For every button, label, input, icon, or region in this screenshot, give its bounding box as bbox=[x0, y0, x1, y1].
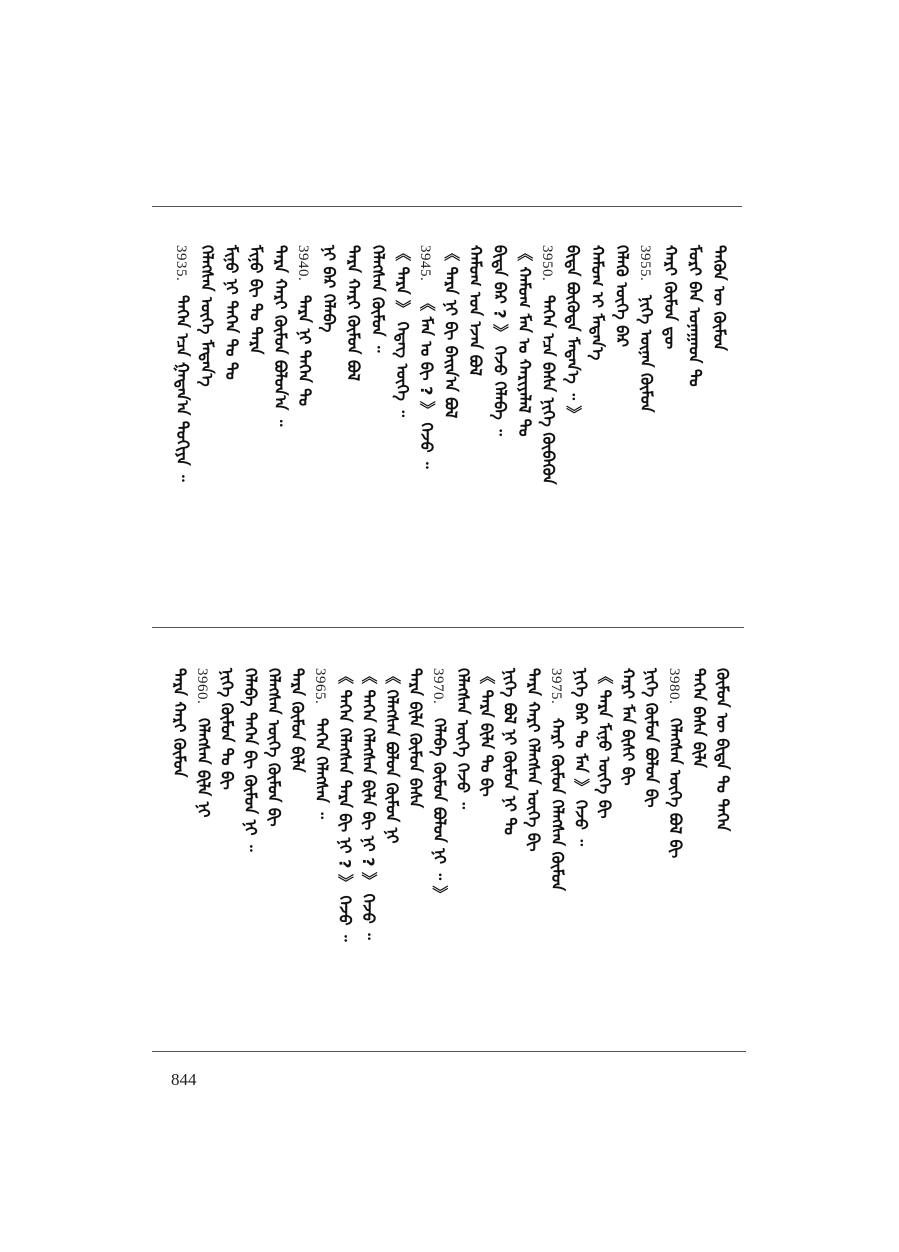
upper-line bbox=[195, 245, 217, 585]
verse-text: ᠲᠡᠭᠡᠨ ᠡᠴᠡ ᠭᠠᠳᠠᠨ᠎ᠠ ᠲᠣᠬᠢᠶᠠ ᠃ bbox=[173, 295, 193, 482]
lower-line bbox=[262, 668, 284, 1008]
lower-line bbox=[191, 668, 213, 1008]
verse-text: ᠲᠡᠭᠡᠨ ᠬᠡᠯᠡᠭᠰᠡᠨ ᠃ bbox=[311, 718, 331, 819]
verse-text: ᠨᠢ ᠪᠠᠷ ᠬᠡᠯᠡᠪᠡ bbox=[319, 245, 339, 333]
verse-text: ᠮᠢᠨᠤ ᠨᠢ ᠲᠡᠭᠡᠨ ᠲᠤ ᠲᠤ bbox=[222, 245, 241, 380]
verse-text: ᠨᠢᠭᠡ ᠪᠠᠷ ᠲᠤ ᠮᠠᠨ 》 ᠭᠡᠵᠦ ᠃ bbox=[571, 668, 591, 847]
verse-text: ᠲᠡᠷᠡ ᠨᠢ ᠲᠡᠭᠡᠨ ᠲᠤ bbox=[295, 295, 315, 406]
verse-text: ᠬᠡᠯᠡᠭᠰᠡᠨ ᠦᠭᠡ ᠬᠦᠮᠦᠨ ᠪᠢ bbox=[264, 668, 284, 827]
upper-line bbox=[439, 245, 461, 585]
verse-text: ᠬᠡᠯᠡᠭᠰᠡᠨ ᠪᠢᠯᠡ ᠨᠢ bbox=[193, 718, 213, 818]
lower-line bbox=[403, 668, 425, 1008]
middle-rule bbox=[152, 627, 744, 628]
upper-line bbox=[463, 245, 485, 585]
verse-number: 3935. bbox=[173, 245, 190, 282]
lower-line bbox=[710, 668, 732, 1008]
top-rule bbox=[152, 206, 742, 207]
lower-line bbox=[167, 668, 189, 1008]
lower-line bbox=[474, 668, 496, 1008]
verse-text: ᠮᠢᠨᠤ ᠪᠢ ᠲᠤ ᠲᠡᠷᠡ bbox=[246, 245, 266, 355]
verse-text: ᠲᠡᠭᠡᠨ ᠪᠠᠰᠠ ᠪᠢᠯᠡ bbox=[689, 668, 709, 768]
upper-line bbox=[634, 245, 656, 585]
upper-line bbox=[585, 245, 607, 585]
lower-line bbox=[592, 668, 614, 1008]
lower-line bbox=[309, 668, 331, 1008]
upper-line bbox=[341, 245, 363, 585]
verse-text: ᠬᠡᠯᠡᠭᠰᠡᠨ ᠦᠭᠡ ᠪᠣᠯ ᠪᠢ bbox=[665, 718, 685, 859]
upper-line bbox=[707, 245, 729, 585]
upper-line bbox=[561, 245, 583, 585]
lower-line bbox=[380, 668, 402, 1008]
lower-line bbox=[639, 668, 661, 1008]
lower-line bbox=[214, 668, 236, 1008]
upper-line bbox=[609, 245, 631, 585]
verse-text: ᠲᠡᠷᠡ ᠬᠠᠷᠢ ᠬᠡᠯᠡᠭᠰᠡᠨ ᠦᠭᠡ ᠪᠢ bbox=[524, 668, 544, 852]
verse-text: ᠲᠡᠭᠡᠨ ᠡᠴᠡ ᠪᠠᠰᠠ ᠨᠢᠭᠡ ᠬᠥᠪᠡᠭᠦᠨ bbox=[539, 295, 559, 485]
bottom-rule bbox=[152, 1051, 746, 1052]
verse-text: ᠬᠠᠷᠢ ᠮᠠᠨ ᠪᠢᠰᠢ ᠪᠢ bbox=[618, 668, 638, 786]
lower-line bbox=[568, 668, 590, 1008]
verse-text: ᠨᠢᠭᠡ ᠪᠣᠯ ᠨᠢ ᠬᠦᠮᠦᠨ ᠨᠢ ᠲᠤ bbox=[500, 668, 520, 836]
lower-line bbox=[450, 668, 472, 1008]
upper-line bbox=[512, 245, 534, 585]
lower-line bbox=[521, 668, 543, 1008]
page-number: 844 bbox=[171, 1070, 197, 1089]
verse-text: 《 ᠬᠠᠮᠤᠭ ᠮᠠᠨ ᠤ ᠬᠠᠷᠢᠶᠠᠯᠠᠯ ᠲᠤ bbox=[514, 245, 534, 437]
upper-line bbox=[414, 245, 436, 585]
upper-line bbox=[487, 245, 509, 585]
lower-line bbox=[663, 668, 685, 1008]
upper-line bbox=[365, 245, 387, 585]
verse-text: ᠬᠡᠯᠡᠭᠰᠡᠨ ᠦᠭᠡ ᠭᠡᠵᠦ ᠃ bbox=[453, 668, 473, 810]
verse-text: ᠬᠡᠯᠡᠬᠦ ᠦᠭᠡ ᠪᠠᠷ bbox=[612, 245, 632, 348]
verse-text: 《 ᠲᠡᠷᠡ 》 ᠭᠡᠳᠡᠭ ᠦᠭᠡ ᠃ bbox=[392, 245, 412, 418]
verse-text: ᠲᠡᠭᠦᠨ ᠦ ᠬᠦᠮᠦᠨ bbox=[710, 245, 729, 351]
verse-text: ᠬᠠᠮᠤᠭ ᠢ ᠮᠡᠳᠡᠨ᠎ᠡ bbox=[588, 245, 607, 361]
verse-text: 《 ᠲᠡᠷᠡ ᠨᠢ ᠪᠢ ᠪᠠᠢ᠌ᠨ᠎ᠠ ᠪᠣᠯ bbox=[441, 245, 461, 419]
upper-line bbox=[683, 245, 705, 585]
verse-number: 3980. bbox=[665, 668, 682, 705]
lower-line bbox=[616, 668, 638, 1008]
verse-text: ᠪᠢᠳᠡ ᠪᠦᠭᠦᠳᠡ ᠮᠡᠳᠡᠨ᠎ᠡ ᠃ 》 bbox=[563, 245, 583, 422]
verse-text: 《 ᠲᠡᠭᠡᠨ ᠬᠡᠯᠡᠭᠰᠡᠨ ᠪᠢᠯᠡ ᠪᠢ ᠨᠢ ? 》 ᠭᠡᠵᠦ ᠃ bbox=[359, 668, 378, 940]
verse-text: ᠲᠡᠷᠡ ᠪᠢᠯᠡ ᠬᠦᠮᠦᠨ ᠪᠠᠰᠠ bbox=[406, 668, 426, 808]
upper-line bbox=[658, 245, 680, 585]
verse-text: 《 ᠬᠡᠯᠡᠭᠰᠡᠨ ᠪᠣᠯᠤᠨ ᠬᠦᠮᠦᠨ ᠨᠢ bbox=[382, 668, 402, 844]
upper-line bbox=[292, 245, 314, 585]
verse-text: ᠬᠠᠷᠢ ᠬᠦᠮᠦᠨ ᠬᠡᠯᠡᠭᠰᠡᠨ ᠬᠦᠮᠦᠨ bbox=[547, 718, 567, 891]
verse-number: 3960. bbox=[193, 668, 210, 705]
lower-line bbox=[332, 668, 354, 1008]
upper-line bbox=[170, 245, 192, 585]
verse-text: ᠬᠠᠷᠢ ᠬᠦᠮᠦᠨ ᠳᠦ bbox=[661, 245, 681, 350]
lower-line bbox=[545, 668, 567, 1008]
verse-text: ᠪᠢᠳᠡ ᠪᠠᠷ ? 》 ᠭᠡᠵᠦ ᠬᠡᠯᠡᠪᠡ ᠃ bbox=[490, 245, 510, 436]
verse-number: 3955. bbox=[636, 245, 653, 282]
verse-text: ᠲᠡᠷᠡ ᠬᠦᠮᠦᠨ ᠪᠢᠯᠡ bbox=[288, 668, 308, 773]
verse-text: ᠲᠡᠷᠡ ᠬᠠᠷᠢ ᠬᠦᠮᠦᠨ ᠪᠣᠯᠤᠨ᠎ᠠ ᠃ bbox=[270, 245, 290, 427]
verse-number: 3945. bbox=[417, 245, 434, 282]
verse-text: 《 ᠲᠡᠭᠡᠨ ᠬᠡᠯᠡᠭᠰᠡᠨ ᠲᠡᠷᠡ ᠪᠢ ᠨᠢ ? 》 ᠭᠡᠵᠦ ᠃ bbox=[335, 668, 355, 942]
verse-text: 《 ᠲᠡᠷᠡ ᠮᠢᠨᠤ ᠦᠭᠡ ᠪᠢ bbox=[595, 668, 614, 819]
lower-line bbox=[686, 668, 708, 1008]
upper-line bbox=[317, 245, 339, 585]
upper-line bbox=[268, 245, 290, 585]
lower-line bbox=[356, 668, 378, 1008]
verse-number: 3940. bbox=[295, 245, 312, 282]
verse-text: ᠬᠡᠯᠡᠪᠡ ᠬᠦᠮᠦᠨ ᠪᠣᠯᠤᠨ ᠨᠢ ᠃ 》 bbox=[429, 718, 449, 902]
verse-number: 3950. bbox=[539, 245, 556, 282]
upper-line bbox=[390, 245, 412, 585]
verse-text: ᠬᠠᠮᠤᠭ ᠤᠨ ᠡᠵᠡᠨ ᠪᠣᠯ bbox=[466, 245, 485, 376]
verse-number: 3975. bbox=[547, 668, 564, 705]
verse-text: ᠬᠦᠮᠦᠨ ᠦ ᠪᠢᠳᠡ ᠲᠤ ᠲᠡᠭᠡᠨ bbox=[713, 668, 732, 832]
verse-text: ᠨᠢᠭᠡ ᠬᠦᠮᠦᠨ ᠲᠤ ᠪᠢ bbox=[217, 668, 237, 790]
lower-line bbox=[427, 668, 449, 1008]
verse-text: ᠬᠡᠯᠡᠪᠡ ᠲᠡᠭᠡᠨ ᠪᠢ ᠬᠦᠮᠦᠨ ᠨᠢ ᠃ bbox=[241, 668, 260, 852]
verse-text: ᠲᠡᠷᠡ ᠬᠠᠷᠢ ᠬᠦᠮᠦᠨ ᠪᠣᠯ bbox=[344, 245, 363, 382]
upper-line bbox=[536, 245, 558, 585]
verse-text: 《 ᠮᠠᠨ ᠤ ᠪᠢ ? 》 ᠭᠡᠵᠦ ᠃ bbox=[417, 295, 437, 469]
verse-number: 3970. bbox=[429, 668, 446, 705]
lower-line bbox=[498, 668, 520, 1008]
lower-line bbox=[285, 668, 307, 1008]
upper-line bbox=[243, 245, 265, 585]
verse-text: ᠬᠡᠯᠡᠭᠰᠡᠨ ᠬᠦᠮᠦᠨ ᠃ bbox=[368, 245, 388, 353]
verse-text: ᠲᠡᠷᠡ ᠬᠠᠷᠢ ᠬᠦᠮᠦᠨ bbox=[170, 668, 190, 778]
lower-line bbox=[238, 668, 260, 1008]
verse-text: ᠮᠣᠷᠢ ᠪᠠᠨ ᠤᠨᠠᠭᠠᠳ ᠲᠤ bbox=[685, 245, 705, 387]
upper-line bbox=[219, 245, 241, 585]
verse-number: 3965. bbox=[311, 668, 328, 705]
verse-text: ᠨᠢᠭᠡ ᠦᠨᠡᠨ ᠬᠦᠮᠦᠨ bbox=[636, 295, 656, 413]
verse-text: ᠨᠢᠭᠡ ᠬᠦᠮᠦᠨ ᠪᠣᠯᠤᠨ ᠪᠢ bbox=[642, 668, 662, 808]
verse-text: ᠬᠡᠯᠡᠭᠰᠡᠨ ᠦᠭᠡ ᠮᠡᠳᠡᠨ᠎ᠡ bbox=[197, 245, 217, 387]
verse-text: 《 ᠲᠡᠷᠡ ᠪᠢᠯᠡ ᠲᠤ ᠪᠢ bbox=[477, 668, 496, 797]
